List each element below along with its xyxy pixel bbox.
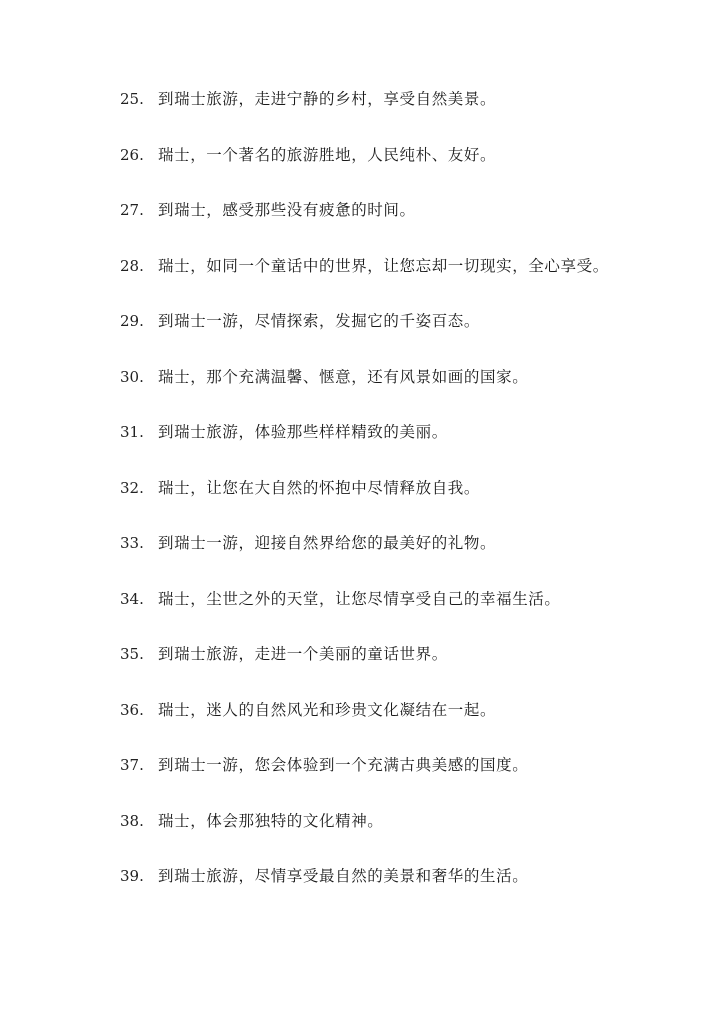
- item-text: 到瑞士旅游，体验那些样样精致的美丽。: [158, 423, 448, 441]
- item-number: 37.: [120, 756, 144, 774]
- list-item: [120, 142, 609, 198]
- item-number: 39.: [120, 867, 144, 885]
- item-number: 30.: [120, 367, 144, 386]
- list-item: [120, 364, 609, 420]
- item-text: 到瑞士一游，尽情探索，发掘它的千姿百态。: [158, 312, 481, 330]
- list-item: [120, 697, 609, 753]
- item-text: 到瑞士一游，迎接自然界给您的最美好的礼物。: [158, 534, 497, 552]
- item-text: 瑞士，迷人的自然风光和珍贵文化凝结在一起。: [158, 700, 497, 719]
- item-number: 28.: [120, 256, 144, 275]
- item-text: 瑞士，那个充满温馨、惬意，还有风景如画的国家。: [158, 367, 529, 386]
- item-number: 36.: [120, 700, 144, 719]
- list-item: [120, 530, 609, 586]
- item-text: 瑞士，尘世之外的天堂，让您尽情享受自己的幸福生活。: [158, 589, 561, 608]
- item-text: 到瑞士旅游，走进一个美丽的童话世界。: [158, 645, 448, 663]
- item-text: 到瑞士一游，您会体验到一个充满古典美感的国度。: [158, 756, 529, 774]
- list-item: [120, 808, 609, 864]
- item-number: 31.: [120, 423, 144, 441]
- item-text: 到瑞士旅游，尽情享受最自然的美景和奢华的生活。: [158, 867, 529, 885]
- list-item: [120, 197, 609, 253]
- item-text: 瑞士，如同一个童话中的世界，让您忘却一切现实，全心享受。: [158, 256, 609, 275]
- list-item: [120, 308, 609, 364]
- item-number: 34.: [120, 589, 144, 608]
- list-item: [120, 863, 609, 919]
- item-number: 26.: [120, 145, 144, 164]
- list-item: [120, 586, 609, 642]
- item-text: 瑞士，一个著名的旅游胜地，人民纯朴、友好。: [158, 145, 497, 164]
- item-number: 29.: [120, 312, 144, 330]
- item-number: 33.: [120, 534, 144, 552]
- list-item: [120, 253, 609, 309]
- item-text: 到瑞士旅游，走进宁静的乡村，享受自然美景。: [158, 90, 497, 108]
- item-number: 25.: [120, 90, 144, 108]
- item-number: 35.: [120, 645, 144, 663]
- list-item: [120, 475, 609, 531]
- list-item: [120, 641, 609, 697]
- item-text: 到瑞士，感受那些没有疲惫的时间。: [158, 201, 416, 219]
- item-number: 38.: [120, 811, 144, 830]
- item-text: 瑞士，体会那独特的文化精神。: [158, 811, 384, 830]
- item-number: 32.: [120, 478, 144, 497]
- item-number: 27.: [120, 201, 144, 219]
- numbered-list: [120, 86, 609, 919]
- list-item: [120, 419, 609, 475]
- item-text: 瑞士，让您在大自然的怀抱中尽情释放自我。: [158, 478, 481, 497]
- list-item: [120, 86, 609, 142]
- list-item: [120, 752, 609, 808]
